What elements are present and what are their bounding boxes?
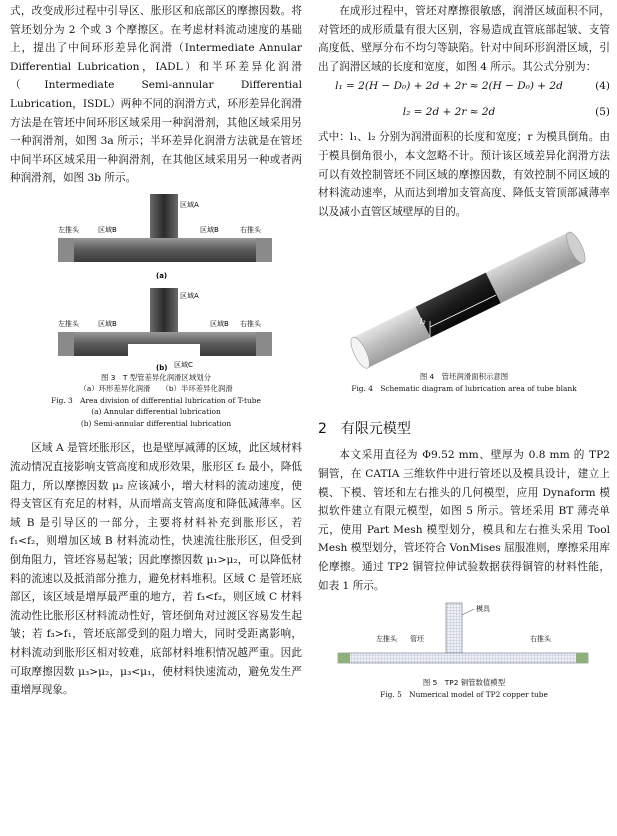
- equation-5: [318, 102, 610, 128]
- region-c-patch: [128, 344, 200, 356]
- label-region-a-b: 区域A: [180, 291, 199, 300]
- label-left-punch-model: 左推头: [376, 635, 397, 644]
- figure-3-diagram: [10, 192, 302, 372]
- paragraph-lubrication-methods: 式，改变成形过程中引导区、胀形区和底部区的摩擦因数。将管坯划分为 2 个或 3 个摩擦区。在考虑材料流动速度的基础上，提出了中间环形差异化润滑（Intermediate Annular Differential Lubrication，IADL）和半环差异化润滑（Intermediate Semi-annular Differential Lubrication，ISDL）两种不同的润滑方式，环形差异化润滑方法是在管坯中间环形区域采用一种润滑剂，其他区域采用另一种润滑剂，如图 3a 所示；半环差异化润滑方法就是在管坯中间半环区域采用一种润滑剂，在其他区域采用另一种或者两种润滑剂，如图 3b 所示。: [10, 5, 302, 185]
- fig3-caption-en: Fig. 3 Area division of differential lubrication of T-tube: [51, 395, 261, 405]
- fig5-caption-zh: 图 5 TP2 铜管数值模型: [422, 678, 506, 688]
- paragraph-region-analysis: 区域 A 是管坯胀形区，也是壁厚减薄的区域，此区域材料流动情况直接影响支管高度和成形效果，胀形区 f₂ 最小，降低阻力，所以摩擦因数 μ₂ 应该减小，增大材料的流动速度，使得支管区有充足的材料，从而增高支管高度和降低减薄率。区域 B 是引导区的一部分，主要将材料补充到胀形区，若 f₁<f₂，则增加区域 B 材料流动性，快速流往胀形区，但受到倒角阻力，管坯容易起皱；因此摩擦因数 μ₁>μ₂，可以降低材料的流速以及抵消部分推力，避免材料堆积。区域 C 是管坯底部区，该区域是增厚最严重的地方，若 f₃<f₂，则区域 C 材料流动性比胀形区材料流动性好，管坯倒角对过渡区容易发生起皱；若 f₃>f₁，管坯底部受到的阻力增大，同时受距离影响，材料流动到胀形区相对较难，底部材料堆积情况越严重。因此可取摩擦因数 μ₃>μ₂，μ₃<μ₁，使材料快速流动，避免发生严重增厚现象。: [10, 442, 302, 697]
- equation-4-number: (4): [595, 80, 610, 93]
- label-right-punch-b: 右推头: [240, 319, 261, 328]
- figure-4: [318, 229, 610, 371]
- right-punch-model: [576, 653, 588, 663]
- label-region-b-right-b: 区域B: [210, 319, 229, 328]
- label-region-b-left: 区域B: [98, 225, 117, 234]
- label-region-b-right: 区域B: [200, 225, 219, 234]
- fig3-caption-zh-sub: （a）环形差异化润滑 （b）半环差异化润滑: [79, 384, 233, 394]
- paragraph-fem-model: 本文采用直径为 Φ9.52 mm、壁厚为 0.8 mm 的 TP2 铜管，在 CATIA 三维软件中进行管坯以及模具设计，建立上模、下模、管坯和左右推头的几何模型，应用 Dynaform 模拟软件建立有限元模型，如图 5 所示。管坯采用 BT 薄壳单元，使用 Part Mesh 模型划分，模具和左右推头采用 Tool Mesh 模型划分，管坯符合 VonMises 屈服准则，摩擦采用库伦摩擦。通过 TP2 铜管拉伸试验数据获得铜管的材料性能，如表 1 所示。: [318, 449, 611, 592]
- branch-tube-b: [150, 288, 178, 334]
- fig4-caption-zh: 图 4 管坯润滑面积示意图: [419, 372, 509, 382]
- label-left-punch-b: 左推头: [58, 319, 79, 328]
- label-region-c: 区域C: [174, 360, 193, 369]
- main-tube-a: [58, 238, 272, 262]
- section-title: 2 有限元模型: [318, 421, 411, 438]
- equation-4: [318, 76, 610, 102]
- fig5-caption-en: Fig. 5 Numerical model of TP2 copper tube: [380, 689, 548, 699]
- label-left-punch: 左推头: [58, 225, 79, 234]
- right-punch-a: [256, 238, 272, 262]
- left-column: [10, 0, 302, 700]
- label-right-punch: 右推头: [240, 225, 261, 234]
- tube-mesh: [338, 653, 588, 663]
- label-right-punch-model: 右推头: [530, 635, 551, 644]
- equation-4-body: l₁ = 2(H − D₀) + 2d + 2r ≈ 2(H − D₀) + 2d: [335, 80, 563, 93]
- leader-die: [462, 609, 474, 615]
- fig3-caption-en-b: (b) Semi-annular differential lubrication: [80, 418, 232, 428]
- fig4-caption-en: Fig. 4 Schematic diagram of lubrication area of tube blank: [351, 383, 577, 393]
- left-punch-b: [58, 332, 74, 356]
- equation-5-body: l₂ = 2d + 2r ≈ 2d: [402, 106, 496, 119]
- lubrication-band: [416, 273, 501, 338]
- fig3-caption-zh: 图 3 T 型管差异化润滑区域划分: [101, 372, 211, 382]
- paragraph-lubrication-area: 在成形过程中，管坯对摩擦很敏感，润滑区域面积不同，对管坯的成形质量有很大区别，容易造成直管底部起皱、支管高度低、壁厚分布不均匀等缺陷。针对中间环形润滑区域，引出了润滑区域的长度和宽度，如图 4 所示。其公式分别为：: [318, 5, 610, 73]
- left-punch-model: [338, 653, 350, 663]
- figure-5-diagram: [318, 601, 610, 677]
- figure-3b: [58, 288, 272, 372]
- left-punch-a: [58, 238, 74, 262]
- fig3-caption-en-a: (a) Annular differential lubrication: [91, 407, 221, 417]
- label-l2: l₂: [420, 317, 426, 327]
- subfig-tag-a: (a): [156, 271, 168, 280]
- figure-5: [318, 601, 610, 677]
- paragraph-equation-explanation: 式中：l₁、l₂ 分别为润滑面积的长度和宽度；r 为模具倒角。由于模具倒角很小，本文忽略不计。预计该区域差异化润滑方法可以有效控制管坯不同区域的摩擦因数，有效控制不同区域的材料流动速率，从而达到增加支管高度、降低支管顶部减薄率以及减小直管区域壁厚的目的。: [318, 131, 610, 218]
- branch-tube-a: [150, 194, 178, 240]
- label-region-a: 区域A: [180, 200, 199, 209]
- right-punch-b: [256, 332, 272, 356]
- label-tube-model: 管坯: [410, 635, 424, 644]
- figure-4-diagram: [318, 229, 610, 371]
- subfig-tag-b: (b): [156, 363, 168, 372]
- figure-3a: [58, 194, 272, 280]
- figure-3: [10, 192, 302, 372]
- tube-blank: [347, 230, 588, 371]
- equation-5-number: (5): [595, 106, 610, 119]
- die-branch-mesh: [446, 603, 462, 659]
- label-die: 模具: [476, 605, 490, 614]
- right-column: [318, 0, 610, 700]
- label-region-b-left-b: 区域B: [98, 319, 117, 328]
- label-l1: l₁: [468, 320, 474, 330]
